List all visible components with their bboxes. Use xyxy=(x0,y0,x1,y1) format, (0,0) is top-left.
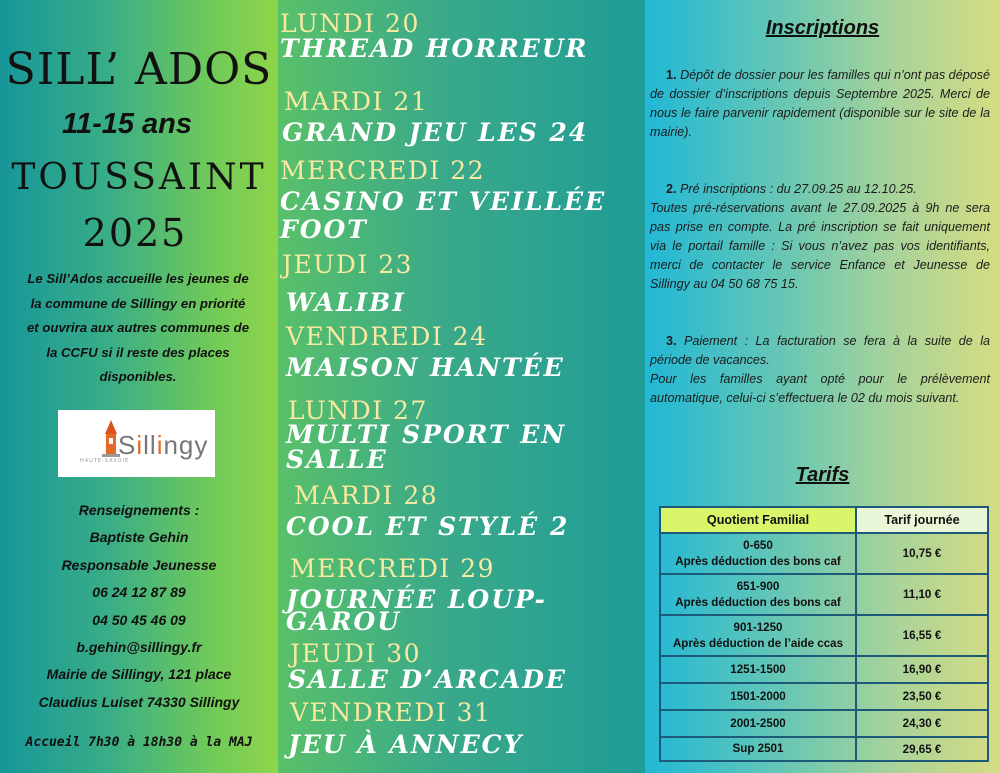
day-label: VENDREDI 24 xyxy=(286,322,488,351)
intro-line: la commune de Sillingy en priorité xyxy=(30,295,246,311)
day-label: MARDI 21 xyxy=(284,87,429,116)
quotient-cell xyxy=(660,615,856,656)
day-label: LUNDI 27 xyxy=(288,396,428,425)
step-number: 3. xyxy=(666,334,677,348)
schedule-panel xyxy=(278,0,645,773)
contact-phone-office: 04 50 45 46 09 xyxy=(92,611,186,628)
inscription-step-2 xyxy=(650,180,990,294)
tarif-table xyxy=(659,506,989,762)
intro-text xyxy=(4,267,272,390)
contact-address-line: Claudius Luiset 74330 Sillingy xyxy=(38,693,240,710)
table-row xyxy=(660,533,988,574)
day-label: JEUDI 23 xyxy=(282,250,414,279)
quotient-cell xyxy=(660,533,856,574)
age-range: 11-15 ans xyxy=(61,108,193,140)
quotient-range: 0-650 xyxy=(743,538,773,552)
table-header-row xyxy=(660,507,988,533)
quotient-range: 901-1250 xyxy=(733,620,783,634)
column-header: Tarif journée xyxy=(856,507,988,533)
logo-wordmark: Sillingy xyxy=(118,430,209,460)
day-label: MERCREDI 22 xyxy=(280,156,486,185)
activity-label: FOOT xyxy=(280,215,368,244)
activity-label: MAISON HANTÉE xyxy=(286,353,565,382)
tarif-cell: 29,65 € xyxy=(856,737,988,761)
activity-label: GAROU xyxy=(286,607,402,636)
contact-block xyxy=(0,497,278,716)
day-label: LUNDI 20 xyxy=(280,9,420,38)
tarif-cell: 16,55 € xyxy=(856,615,988,656)
activity-label: SALLE xyxy=(286,445,388,474)
table-row xyxy=(660,683,988,710)
day-label: VENDREDI 31 xyxy=(290,698,492,727)
opening-hours: Accueil 7h30 à 18h30 à la MAJ xyxy=(25,735,253,750)
table-row xyxy=(660,656,988,683)
step-text: Toutes pré-réservations avant le 27.09.2025 à 9h ne sera pas prise en compte. La pré inscription se fait uniquement via le portail famille : Si vous n’avez pas vos identifiants, merci de contacter le service Enfance et Jeunesse de Sillingy au 04 50 68 75 15. xyxy=(650,201,990,291)
step-number: 2. xyxy=(666,182,677,196)
contact-name: Baptiste Gehin xyxy=(89,529,189,546)
intro-line: et ouvrira aux autres communes de xyxy=(26,320,250,335)
contact-address-line: Mairie de Sillingy, 121 place xyxy=(46,666,232,683)
activity-label: MULTI SPORT EN xyxy=(286,420,567,449)
quotient-cell xyxy=(660,574,856,615)
contact-email[interactable]: b.gehin@sillingy.fr xyxy=(76,638,202,655)
inscription-step-3 xyxy=(650,332,990,408)
day-label: MERCREDI 29 xyxy=(290,554,496,583)
step-text: Dépôt de dossier pour les familles qui n’ont pas déposé de dossier d’inscriptions depuis Septembre 2025. Merci de nous le faire parvenir rapidement (disponible sur le site de la mairie). xyxy=(650,68,991,139)
tarifs-heading: Tarifs xyxy=(795,464,850,486)
activity-label: SALLE D’ARCADE xyxy=(288,665,567,694)
step-line xyxy=(650,180,990,199)
tarif-cell: 11,10 € xyxy=(856,574,988,615)
tarif-cell: 23,50 € xyxy=(856,683,988,710)
activity-label: COOL ET STYLÉ 2 xyxy=(286,512,570,541)
quotient-cell: Sup 2501 xyxy=(660,737,856,761)
day-label: MARDI 28 xyxy=(294,481,439,510)
quotient-range: 651-900 xyxy=(736,579,780,593)
season-year: 2025 xyxy=(82,211,188,255)
inscription-step-1 xyxy=(650,66,990,142)
contact-role: Responsable Jeunesse xyxy=(61,556,217,573)
table-row xyxy=(660,737,988,761)
quotient-note: Après déduction de l’aide ccas xyxy=(672,636,844,650)
contact-heading: Renseignements : xyxy=(78,502,200,518)
step-line-text: Paiement : La facturation se fera à la suite de la période de vacances. xyxy=(650,334,990,367)
activity-label: WALIBI xyxy=(286,288,406,317)
left-panel xyxy=(0,0,278,773)
activity-label: JOURNÉE LOUP- xyxy=(286,585,547,614)
activity-label: THREAD HORREUR xyxy=(280,34,589,63)
column-header: Quotient Familial xyxy=(660,507,856,533)
step-line xyxy=(650,334,990,367)
step-line-text: Pré inscriptions : du 27.09.25 au 12.10.25. xyxy=(680,182,917,196)
quotient-note: Après déduction des bons caf xyxy=(675,554,841,568)
sillingy-logo xyxy=(58,410,215,477)
step-number: 1. xyxy=(666,68,677,82)
logo-subtag: HAUTE-SAVOIE xyxy=(80,458,130,464)
season-title: TOUSSAINT xyxy=(11,157,267,198)
contact-phone-mobile: 06 24 12 87 89 xyxy=(92,584,186,601)
quotient-note: Après déduction des bons caf xyxy=(675,595,841,609)
day-label: JEUDI 30 xyxy=(290,639,422,668)
activity-label: GRAND JEU LES 24 xyxy=(282,118,589,147)
activity-label: JEU À ANNECY xyxy=(288,730,524,759)
intro-line: la CCFU si il reste des places xyxy=(46,344,230,360)
tarif-cell: 16,90 € xyxy=(856,656,988,683)
tarif-cell: 10,75 € xyxy=(856,533,988,574)
quotient-cell: 1501-2000 xyxy=(660,683,856,710)
tarif-cell: 24,30 € xyxy=(856,710,988,737)
quotient-cell: 2001-2500 xyxy=(660,710,856,737)
brand-title: SILL’ ADOS xyxy=(5,44,273,95)
step-text: Pour les familles ayant opté pour le prélèvement automatique, celui-ci s’effectuera le 02 du mois suivant. xyxy=(650,372,990,405)
intro-line: Le Sill’Ados accueille les jeunes de xyxy=(27,271,249,286)
table-row xyxy=(660,710,988,737)
intro-line: disponibles. xyxy=(99,369,177,384)
quotient-cell: 1251-1500 xyxy=(660,656,856,683)
table-row xyxy=(660,615,988,656)
table-row xyxy=(660,574,988,615)
activity-label: CASINO ET VEILLÉE xyxy=(280,187,607,216)
inscriptions-heading: Inscriptions xyxy=(765,17,880,39)
